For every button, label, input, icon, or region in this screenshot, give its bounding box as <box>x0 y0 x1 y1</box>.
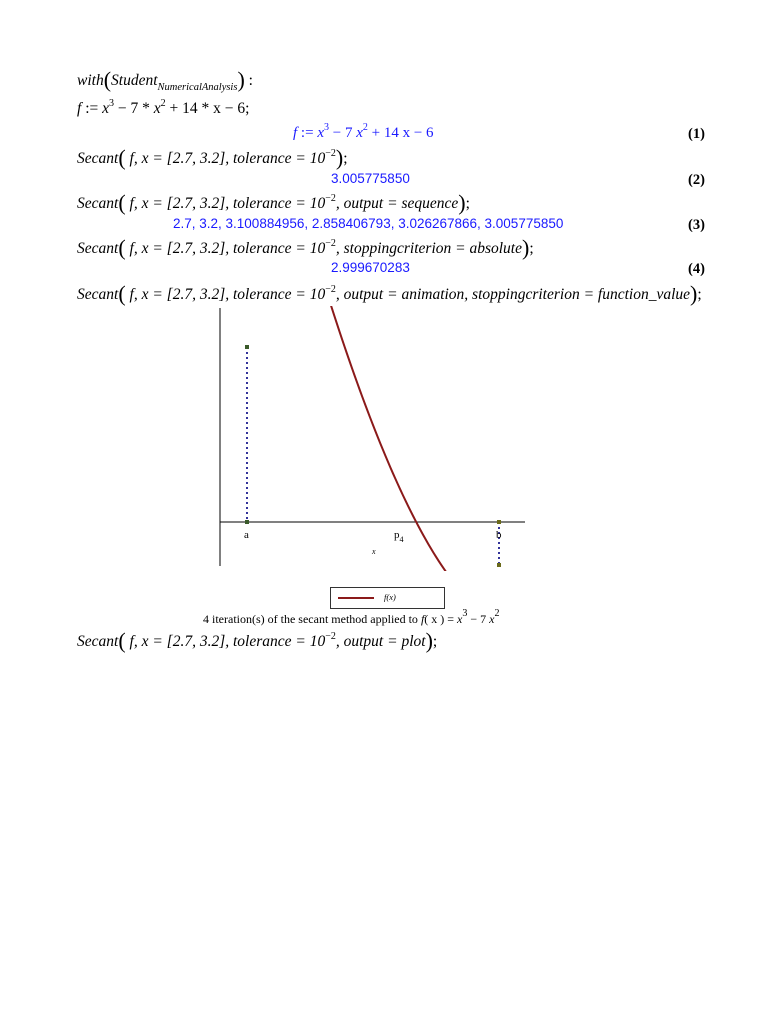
x-axis-label: x <box>372 547 376 556</box>
output-2: 3.005775850 <box>331 171 410 186</box>
secant-command-5[interactable]: Secant( f, x = [2.7, 3.2], tolerance = $10^{-2}$, output = plot); <box>77 628 438 653</box>
plot-caption: 4 iteration(s) of the secant method applied to f( x ) = $x^3 - 7$ $x^2$ <box>203 608 500 626</box>
secant-command-2[interactable]: Secant( f, x = [2.7, 3.2], tolerance = $10^{-2}$, output = sequence); <box>77 190 470 215</box>
legend-swatch <box>338 597 374 599</box>
equation-label-3: (3) <box>688 217 705 233</box>
with-fn: with <box>77 72 104 89</box>
output-1: f := $x^3 - 7$ $x^2 + 14$ x − 6 <box>293 122 434 141</box>
secant-command-3[interactable]: Secant( f, x = [2.7, 3.2], tolerance = $10^{-2}$, stoppingcriterion = absolute); <box>77 235 534 260</box>
secant-command-4[interactable]: Secant( f, x = [2.7, 3.2], tolerance = $10^{-2}$, output = animation, stoppingcriterion = function_value); <box>77 281 702 306</box>
point-label-a: a <box>244 529 249 541</box>
point-label-p4: $p_4$ <box>394 529 404 544</box>
marker-a-axis <box>245 520 249 524</box>
output-3: 2.7, 3.2, 3.100884956, 2.858406793, 3.026267866, 3.005775850 <box>173 216 564 231</box>
marker-a-top <box>245 345 249 349</box>
with-arg-sub: NumericalAnalysis <box>157 82 238 93</box>
marker-b-axis <box>497 520 501 524</box>
equation-label-1: (1) <box>688 126 705 142</box>
with-terminator: : <box>244 72 253 89</box>
function-curve <box>220 306 525 571</box>
with-command[interactable]: with(Student$_{NumericalAnalysis}$) : <box>77 67 253 93</box>
secant-animation-plot[interactable] <box>215 306 530 571</box>
plot-canvas <box>215 306 530 571</box>
define-command[interactable]: f := $x^3 - 7 * x^2 + 14 * x - 6$; <box>77 98 250 117</box>
point-label-b: b <box>496 529 502 541</box>
equation-label-2: (2) <box>688 172 705 188</box>
marker-b-bottom <box>497 563 501 567</box>
output-4: 2.999670283 <box>331 260 410 275</box>
equation-label-4: (4) <box>688 261 705 277</box>
with-arg: Student <box>111 72 158 89</box>
secant-command-1[interactable]: Secant( f, x = [2.7, 3.2], tolerance = $10^{-2}$); <box>77 145 348 170</box>
legend-label: f(x) <box>384 592 396 602</box>
plot-legend <box>330 587 445 609</box>
